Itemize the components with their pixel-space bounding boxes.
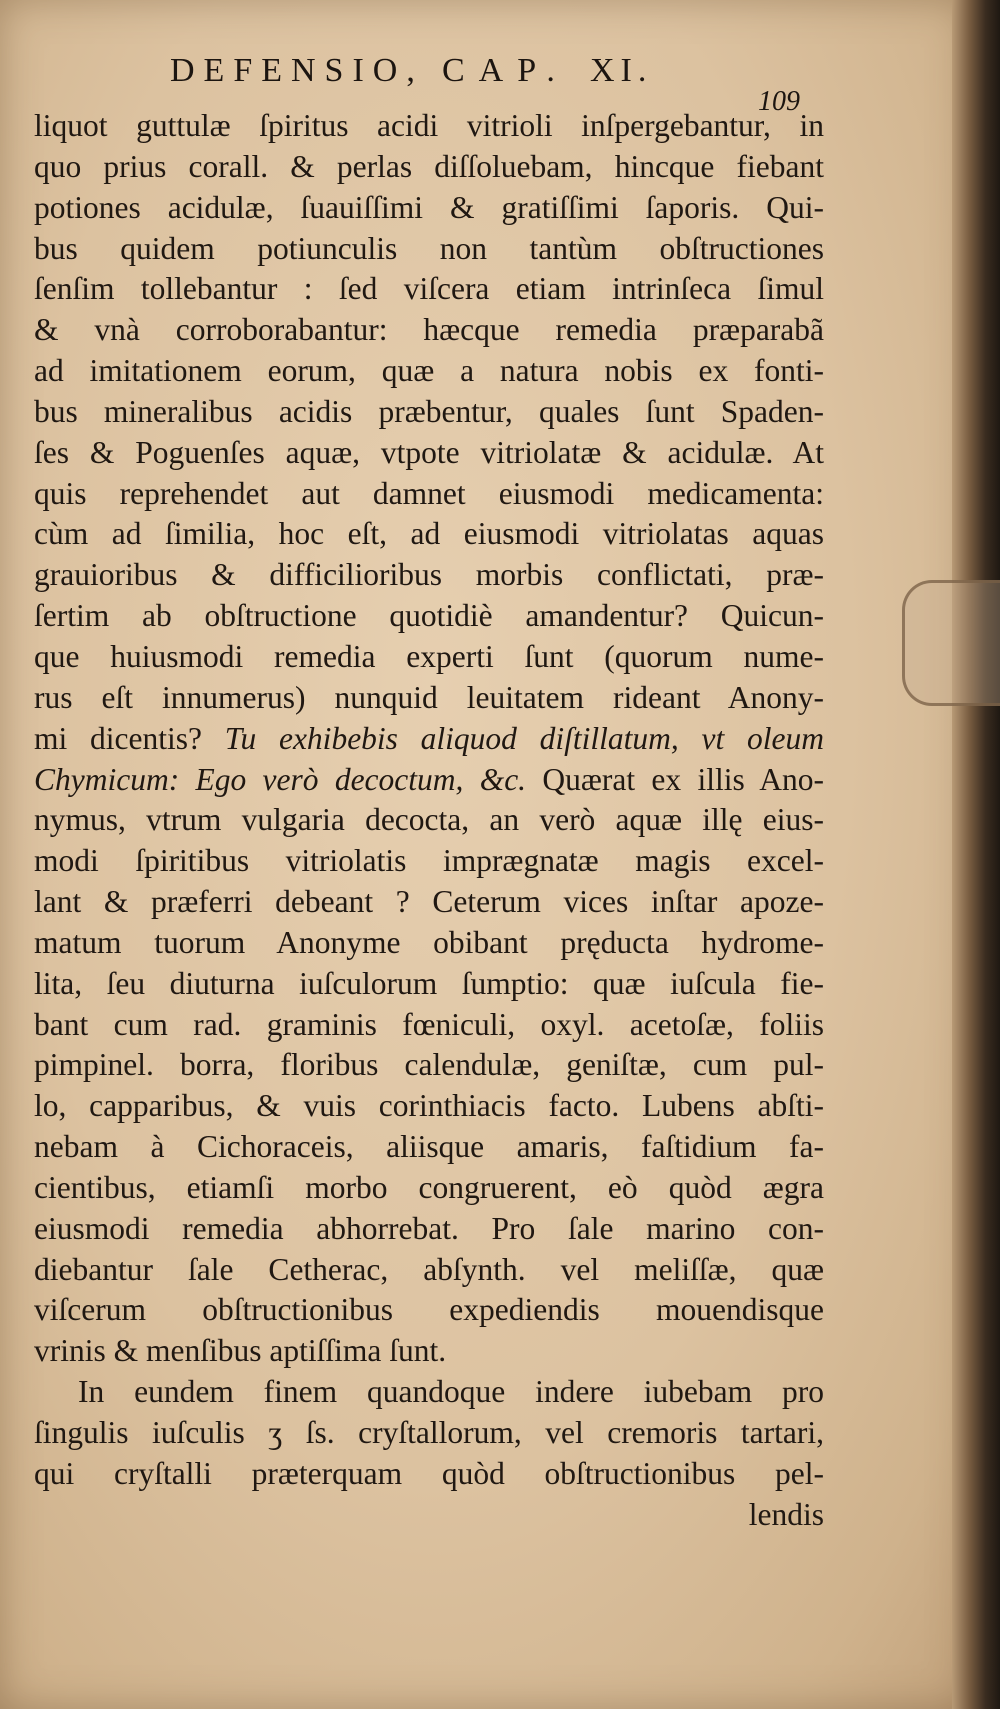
text-line: liquot guttulæ ſpiritus acidi vitrioli inſpergebantur, in <box>34 108 824 143</box>
text-line: rus eſt innumerus) nunquid leuitatem rideant Anony- <box>34 679 824 715</box>
running-header <box>170 52 810 102</box>
text-line: bus quidem potiunculis non tantùm obſtructiones <box>34 230 824 266</box>
text-line: & vnà corroborabantur: hæcque remedia præparabã <box>34 312 824 348</box>
text-line: viſcerum obſtructionibus expediendis mouendisque <box>34 1292 824 1328</box>
text-line: potiones acidulæ, ſuauiſſimi & gratiſſimi ſaporis. Qui- <box>34 189 824 225</box>
text-line: eiusmodi remedia abhorrebat. Pro ſale marino con- <box>34 1210 824 1246</box>
text-line: que huiusmodi remedia experti ſunt (quorum nume- <box>34 638 824 674</box>
text-line: quo prius corall. & perlas diſſoluebam, hincque fiebant <box>34 148 824 184</box>
text-line: vrinis & menſibus aptiſſima ſunt. <box>34 1333 447 1369</box>
text-line-with-quote <box>34 719 824 760</box>
header-chapter-number: XI. <box>590 52 653 89</box>
text-line: lant & præferri debeant ? Ceterum vices inſtar apoze- <box>34 884 824 920</box>
text-line: ſenſim tollebantur : ſed viſcera etiam intrinſeca ſimul <box>34 271 824 307</box>
text-line: cientibus, etiamſi morbo congruerent, eò quòd ægra <box>34 1169 824 1205</box>
text-span: mi dicentis? <box>34 720 202 756</box>
quote-italic: Chymicum: Ego verò decoctum, &c. <box>34 761 527 797</box>
text-line: pimpinel. borra, floribus calendulæ, geniſtæ, cum pul- <box>34 1047 824 1083</box>
text-line: ſes & Poguenſes aquæ, vtpote vitriolatæ & acidulæ. At <box>34 434 824 470</box>
text-line: ſertim ab obſtructione quotidiè amandentur? Quicun- <box>34 598 824 634</box>
text-line: cùm ad ſimilia, hoc eſt, ad eiusmodi vitriolatas aquas <box>34 516 824 552</box>
text-line: diebantur ſale Cetherac, abſynth. vel meliſſæ, quæ <box>34 1251 824 1287</box>
page-clip <box>902 580 1000 706</box>
page-edge <box>952 0 1000 1709</box>
text-line-with-quote <box>34 760 824 801</box>
text-line: nebam à Cichoraceis, aliisque amaris, faſtidium fa- <box>34 1129 824 1165</box>
text-line: qui cryſtalli præterquam quòd obſtructionibus pel- <box>34 1455 824 1491</box>
text-line: matum tuorum Anonyme obibant pręducta hydrome- <box>34 924 824 960</box>
header-title: DEFENSIO, <box>170 52 424 89</box>
text-line: quis reprehendet aut damnet eiusmodi medicamenta: <box>34 475 824 511</box>
text-line: In eundem finem quandoque indere iubebam pro <box>78 1374 824 1410</box>
text-span: Quærat ex illis Ano- <box>542 761 825 797</box>
text-line: ſingulis iuſculis ʒ ſs. cryſtallorum, vel cremoris tartari, <box>34 1415 824 1450</box>
text-line: nymus, vtrum vulgaria decocta, an verò aquæ illę eius- <box>34 802 824 838</box>
text-line: bant cum rad. graminis fœniculi, oxyl. acetoſæ, foliis <box>34 1006 824 1042</box>
text-line: grauioribus & difficilioribus morbis conflictati, præ- <box>34 557 824 593</box>
text-line: bus mineralibus acidis præbentur, quales ſunt Spaden- <box>34 393 824 429</box>
page-number: 109 <box>758 86 800 117</box>
quote-italic: Tu exhibebis aliquod diſtillatum, vt oleum <box>224 720 824 756</box>
body-text <box>34 106 824 1536</box>
text-line: lita, ſeu diuturna iuſculorum ſumptio: quæ iuſcula fie- <box>34 965 824 1001</box>
catchword: lendis <box>748 1496 824 1532</box>
text-line: modi ſpiritibus vitriolatis imprægnatæ magis excel- <box>34 843 824 879</box>
text-line: lo, capparibus, & vuis corinthiacis facto. Lubens abſti- <box>34 1088 824 1124</box>
header-chapter: CAP. <box>442 52 569 89</box>
text-line: ad imitationem eorum, quæ a natura nobis ex fonti- <box>34 353 824 389</box>
